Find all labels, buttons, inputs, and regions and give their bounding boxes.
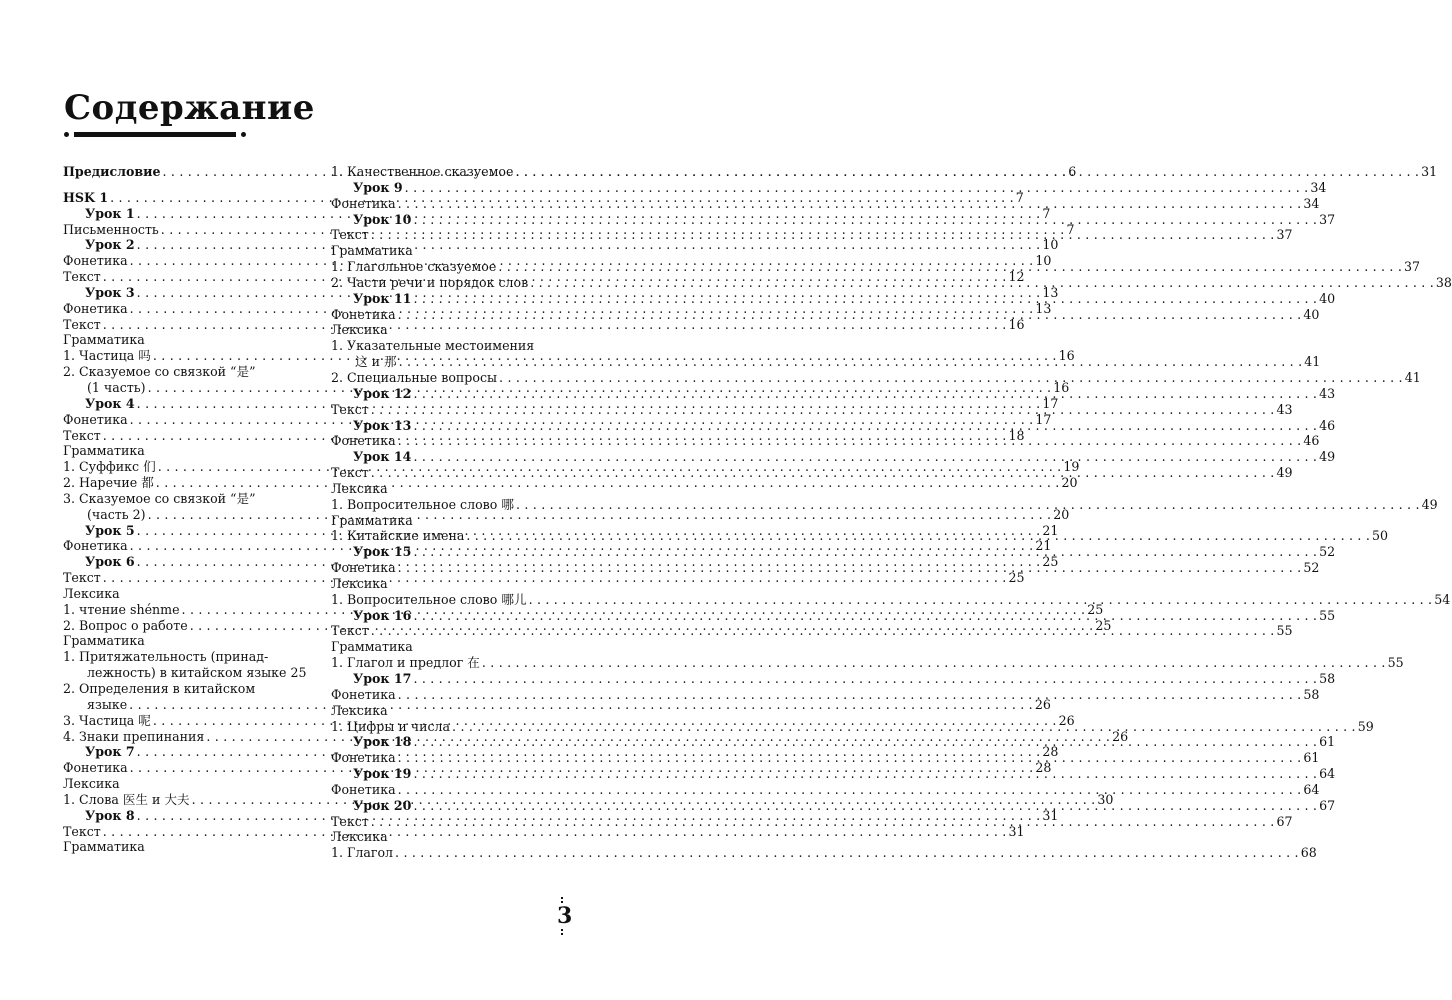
page-title: Содержание <box>64 88 315 128</box>
toc-entry-title: Грамматика <box>331 639 413 655</box>
toc-page-number: 26 <box>1112 728 1129 744</box>
toc-leader-dots <box>413 544 1317 560</box>
toc-page-number: 64 <box>1303 781 1320 797</box>
toc-entry-title: Урок 19 <box>353 766 412 782</box>
toc-page-number: 37 <box>1404 259 1421 275</box>
toc-section-heading <box>63 839 303 855</box>
toc-entry-title: 2. Определения в китайском <box>63 681 256 696</box>
toc-page-number: 50 <box>1372 528 1389 544</box>
toc-entry-title: Урок 20 <box>353 797 412 813</box>
toc-entry-title: Урок 5 <box>85 522 135 538</box>
toc-entry <box>331 655 1404 671</box>
toc-section-heading <box>63 586 303 602</box>
toc-page-number: 58 <box>1303 686 1320 702</box>
toc-leader-dots <box>515 164 1419 180</box>
toc-page-number: 16 <box>1053 379 1070 395</box>
toc-section-heading <box>331 338 571 354</box>
toc-page-number: 16 <box>1008 316 1025 332</box>
toc-entry-title: 2. Специальные вопросы <box>331 369 498 385</box>
toc-entry-title: 2. Сказуемое со связкой “是” <box>63 364 256 380</box>
toc-section-heading <box>331 481 571 497</box>
toc-entry-title: Текст <box>331 227 369 243</box>
toc-entry-title: 3. Сказуемое со связкой “是” <box>63 490 256 506</box>
page-number: 3 <box>557 903 573 929</box>
toc-entry-title: Лексика <box>63 776 120 792</box>
toc-page-number: 37 <box>1319 211 1336 227</box>
toc-leader-dots <box>371 814 1275 830</box>
toc-entry-title: Урок 8 <box>85 807 135 823</box>
toc-page-number: 54 <box>1434 591 1451 607</box>
toc-entry <box>331 179 1327 196</box>
toc-entry-title: Текст <box>63 269 101 285</box>
toc-entry-title: Грамматика <box>331 512 413 528</box>
toc-section-heading <box>63 491 303 507</box>
toc-leader-dots <box>371 623 1275 639</box>
toc-page-number: 34 <box>1303 195 1320 211</box>
toc-page-number: 25 <box>1095 617 1112 633</box>
toc-page-number: 13 <box>1035 300 1052 316</box>
toc-entry-title: Урок 17 <box>353 671 412 686</box>
toc-page-number: 46 <box>1319 417 1336 433</box>
toc-entry-title: 1. Частица 吗 <box>63 348 151 364</box>
toc-leader-dots <box>413 449 1317 465</box>
toc-section-heading <box>63 649 303 665</box>
toc-entry-title: 这 и 那 <box>355 354 397 370</box>
toc-entry-title: 1. чтение shénme <box>63 601 180 617</box>
toc-page-number: 20 <box>1061 475 1078 491</box>
toc-entry-title: 1. Глагол <box>331 845 394 861</box>
toc-entry-title: Фонетика <box>331 195 396 211</box>
toc-page-number: 55 <box>1387 655 1404 671</box>
toc-section-heading <box>331 639 571 655</box>
toc-entry-title: Урок 14 <box>353 449 412 465</box>
toc-entry <box>331 671 1336 687</box>
toc-leader-dots <box>482 655 1386 671</box>
toc-page-number: 21 <box>1042 522 1059 538</box>
toc-entry-title: Грамматика <box>63 332 145 348</box>
toc-entry-title: Грамматика <box>63 633 145 649</box>
toc-entry-title: Фонетика <box>63 411 128 427</box>
toc-entry-title: Грамматика <box>63 839 145 855</box>
toc-entry-title: Урок 12 <box>353 385 412 401</box>
toc-page-number: 40 <box>1319 290 1336 306</box>
toc-page-number: 6 <box>1068 164 1077 179</box>
toc-entry-title: Письменность <box>63 221 159 237</box>
toc-spacer <box>63 180 303 190</box>
toc-entry-title: 2. Наречие 都 <box>63 475 154 491</box>
rule-bar <box>74 132 236 137</box>
toc-section-heading <box>63 776 303 792</box>
toc-page-number: 12 <box>1008 269 1025 285</box>
toc-entry-title: Урок 16 <box>353 607 412 623</box>
toc-page-number: 31 <box>1421 164 1438 179</box>
toc-page-number: 21 <box>1035 538 1052 554</box>
toc-page-number: 25 <box>1042 554 1059 570</box>
toc-entry-title: языке <box>87 696 128 712</box>
toc-entry-title: Урок 7 <box>85 744 135 760</box>
toc-page-number: 25 <box>1087 601 1104 617</box>
toc-page-number: 10 <box>1042 237 1059 253</box>
toc-section-heading <box>331 322 571 338</box>
toc-entry <box>331 845 1317 861</box>
toc-entry-title: Текст <box>63 570 101 586</box>
toc-page-number: 10 <box>1035 253 1052 269</box>
toc-section-heading <box>331 829 571 845</box>
toc-entry-title: Лексика <box>63 585 120 601</box>
toc-entry-title: Урок 13 <box>353 417 412 433</box>
toc-entry-title: 1. Притяжательность (принад- <box>63 649 269 665</box>
toc-leader-dots <box>398 307 1302 323</box>
toc-leader-dots <box>371 465 1275 481</box>
toc-leader-dots <box>371 227 1275 243</box>
toc-entry-title: Фонетика <box>63 300 128 316</box>
toc-leader-dots <box>466 528 1370 544</box>
toc-page-number: 61 <box>1319 734 1336 750</box>
toc-page-number: 26 <box>1058 712 1075 728</box>
toc-entry <box>331 227 1293 243</box>
toc-entry-title: 1. Вопросительное слово 哪 <box>331 496 514 512</box>
toc-entry-title: Фонетика <box>331 750 396 766</box>
toc-section-heading <box>331 243 571 259</box>
toc-entry-title: Фонетика <box>63 253 128 269</box>
toc-leader-dots <box>452 719 1356 735</box>
toc-page-number: 28 <box>1042 744 1059 760</box>
toc-page-number: 25 <box>290 665 307 681</box>
toc-page-number: 37 <box>1276 227 1293 243</box>
toc-entry-title: Грамматика <box>331 243 413 259</box>
toc-page-number: 49 <box>1319 449 1336 465</box>
toc-section-heading <box>63 364 303 380</box>
toc-entry-title: 2. Вопрос о работе <box>63 617 188 633</box>
toc-entry-title: 1. Качественное сказуемое <box>331 164 514 179</box>
toc-page-number: 31 <box>1008 823 1025 839</box>
toc-page-number: 61 <box>1303 750 1320 766</box>
toc-entry-title: (1 часть) <box>87 379 146 395</box>
toc-entry-title: 1. Суффикс 们 <box>63 459 156 475</box>
toc-leader-dots <box>413 386 1317 402</box>
toc-entry <box>63 665 307 681</box>
toc-entry-title: Текст <box>63 823 101 839</box>
toc-leader-dots <box>398 750 1302 766</box>
toc-entry <box>63 300 1052 317</box>
toc-page-number: 18 <box>1008 427 1025 443</box>
toc-entry <box>331 164 1438 180</box>
toc-entry-title: Текст <box>331 401 369 417</box>
toc-leader-dots <box>399 354 1303 370</box>
toc-page-number: 41 <box>1304 354 1321 370</box>
toc-entry-title: Урок 15 <box>353 544 412 560</box>
toc-page-number: 13 <box>1042 284 1059 300</box>
toc-leader-dots <box>371 402 1275 418</box>
toc-section-heading <box>63 681 303 697</box>
toc-entry-title: Фонетика <box>331 686 396 702</box>
toc-page-number: 52 <box>1303 560 1320 576</box>
toc-leader-dots <box>413 212 1317 228</box>
toc-entry-title: 1. Вопросительное слово 哪儿 <box>331 591 527 607</box>
toc-entry-title: 4. Знаки препинания <box>63 728 205 744</box>
toc-entry-title: Фонетика <box>331 433 396 449</box>
toc-page-number: 7 <box>1066 221 1075 237</box>
toc-entry-title: 1. Слова 医生 и 大夫 <box>63 791 190 807</box>
toc-leader-dots <box>398 782 1302 798</box>
toc-entry <box>331 591 1451 608</box>
toc-page-number: 58 <box>1319 671 1336 686</box>
toc-entry-title: Фонетика <box>63 538 128 554</box>
toc-leader-dots <box>398 687 1302 703</box>
toc-entry <box>331 211 1336 228</box>
toc-leader-dots <box>530 275 1434 291</box>
toc-entry-title: Фонетика <box>331 560 396 576</box>
toc-page-number: 49 <box>1421 496 1438 512</box>
rule-dot-left <box>64 132 69 137</box>
toc-entry-title: лежность) в китайском языке <box>87 665 287 681</box>
toc-page-number: 55 <box>1319 607 1336 623</box>
toc-entry-title: Урок 18 <box>353 734 412 750</box>
toc-page-number: 28 <box>1035 760 1052 776</box>
toc-entry-title: HSK 1 <box>63 189 109 205</box>
toc-leader-dots <box>413 418 1317 434</box>
toc-entry-title: Предисловие <box>63 164 161 179</box>
toc-page-number: 64 <box>1319 766 1336 782</box>
toc-leader-dots <box>405 180 1309 196</box>
toc-leader-dots <box>516 497 1420 513</box>
toc-entry-title: Лексика <box>331 702 388 718</box>
toc-entry-title: Лексика <box>331 480 388 496</box>
toc-entry <box>331 781 1320 798</box>
toc-page-number: 30 <box>1097 791 1114 807</box>
toc-page-number: 49 <box>1276 465 1293 481</box>
toc-page-number: 16 <box>1058 348 1075 364</box>
toc-page-number: 55 <box>1276 623 1293 639</box>
toc-entry-title: Текст <box>63 316 101 332</box>
toc-entry-title: 1. Глагол и предлог 在 <box>331 655 480 671</box>
toc-leader-dots <box>413 734 1317 750</box>
toc-section-heading <box>331 703 571 719</box>
toc-page-number: 38 <box>1435 274 1452 290</box>
toc-leader-dots <box>395 845 1299 861</box>
toc-entry-title: Урок 3 <box>85 284 135 300</box>
toc-page-number: 67 <box>1276 813 1293 829</box>
toc-entry-title: Урок 9 <box>353 179 403 195</box>
toc-entry-title: Фонетика <box>331 781 396 797</box>
toc-entry <box>331 369 1421 386</box>
toc-leader-dots <box>398 433 1302 449</box>
toc-page-number: 7 <box>1042 205 1051 221</box>
toc-section-heading <box>331 513 571 529</box>
toc-entry <box>331 686 1320 703</box>
toc-entry-title: 1. Глагольное сказуемое <box>331 259 497 275</box>
toc-entry-title: Лексика <box>331 829 388 845</box>
toc-entry <box>331 496 1438 513</box>
toc-leader-dots <box>398 560 1302 576</box>
rule-dot-right <box>241 132 246 137</box>
toc-page-number: 17 <box>1035 411 1052 427</box>
toc-entry-title: Текст <box>331 813 369 829</box>
toc-entry-title: 1. Указательные местоимения <box>331 338 535 354</box>
toc-leader-dots <box>529 592 1433 608</box>
title-underline <box>64 132 246 137</box>
toc-entry-title: Фонетика <box>331 306 396 322</box>
toc-page-number: 52 <box>1319 544 1336 560</box>
toc-entry-title: (часть 2) <box>87 506 146 522</box>
toc-page-number: 68 <box>1300 845 1317 861</box>
toc-leader-dots <box>413 798 1317 814</box>
toc-leader-dots <box>413 291 1317 307</box>
toc-leader-dots <box>413 766 1317 782</box>
toc-page-number: 20 <box>1053 506 1070 522</box>
toc-entry-title: Лексика <box>331 322 388 338</box>
toc-entry-title: Урок 2 <box>85 237 135 253</box>
toc-leader-dots <box>413 608 1317 624</box>
toc-page-number: 46 <box>1303 433 1320 449</box>
toc-page-number: 31 <box>1042 807 1059 823</box>
toc-entry-title: Урок 4 <box>85 395 135 411</box>
toc-page-number: 40 <box>1303 306 1320 322</box>
toc-entry-title: 1. Цифры и числа <box>331 718 451 734</box>
toc-section-heading <box>63 443 303 459</box>
toc-section-heading <box>63 633 303 649</box>
toc-entry-title: 1. Китайские имена <box>331 528 465 544</box>
toc-entry-title: Грамматика <box>63 443 145 459</box>
toc-leader-dots <box>413 671 1317 687</box>
toc-entry-title: Урок 1 <box>85 205 135 221</box>
toc-page-number: 59 <box>1357 718 1374 734</box>
toc-entry-title: Лексика <box>331 575 388 591</box>
toc-entry <box>331 449 1336 465</box>
toc-section-heading <box>331 576 571 592</box>
toc-entry-title: Текст <box>331 465 369 481</box>
toc-page-number: 25 <box>1008 570 1025 586</box>
toc-entry <box>331 195 1320 212</box>
toc-entry-title: Текст <box>331 623 369 639</box>
toc-page-number: 67 <box>1319 797 1336 813</box>
toc-page-number: 41 <box>1404 369 1421 385</box>
toc-leader-dots <box>499 370 1403 386</box>
toc-section-heading <box>63 332 303 348</box>
toc-entry-title: Урок 10 <box>353 211 412 227</box>
toc-entry-title: 3. Частица 呢 <box>63 712 151 728</box>
toc-leader-dots <box>398 196 1302 212</box>
toc-entry-title: Урок 11 <box>353 290 412 306</box>
toc-page-number: 7 <box>1015 189 1024 205</box>
toc-page-number: 43 <box>1276 401 1293 417</box>
toc-entry-title: Текст <box>63 427 101 443</box>
toc-page-number: 26 <box>1034 696 1051 712</box>
toc-page-number: 19 <box>1063 459 1080 475</box>
toc-page-number: 34 <box>1310 179 1327 195</box>
toc-leader-dots <box>498 259 1402 275</box>
toc-page-number: 17 <box>1042 395 1059 411</box>
toc-page-number: 43 <box>1319 385 1336 401</box>
toc-entry-title: Фонетика <box>63 760 128 776</box>
toc-entry-title: Урок 6 <box>85 554 135 570</box>
toc-entry-title: 2. Части речи и порядок слов <box>331 274 529 290</box>
